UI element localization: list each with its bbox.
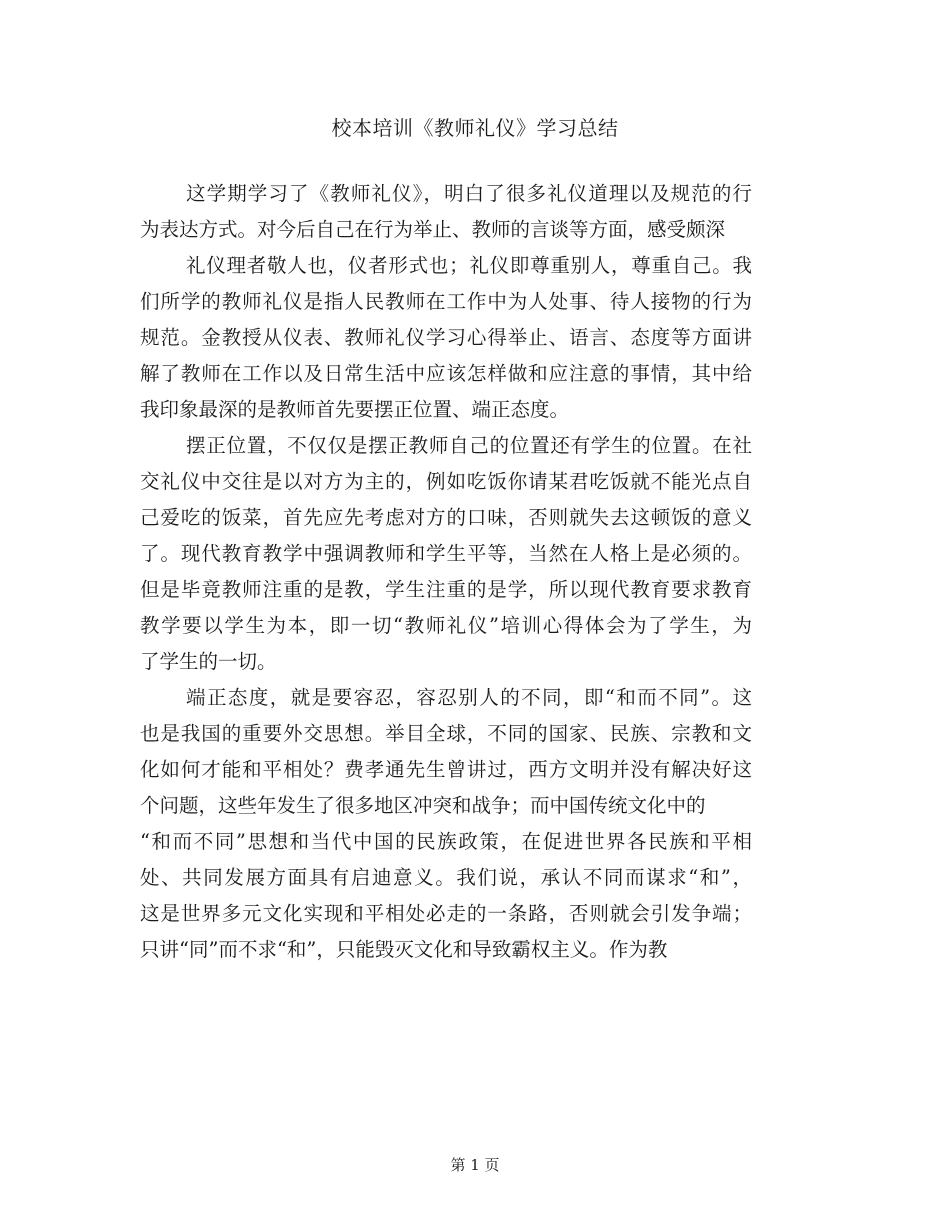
body-line: 摆正位置，不仅仅是摆正教师自己的位置还有学生的位置。在社 [186,434,752,457]
body-line: 端正态度，就是要容忍，容忍别人的不同，即“和而不同”。这 [186,686,752,709]
body-line: 己爱吃的饭菜，首先应先考虑对方的口味，否则就失去这顿饭的意义 [140,506,752,529]
body-line: “和而不同”思想和当代中国的民族政策，在促进世界各民族和平相 [140,830,752,853]
body-line: 为表达方式。对今后自己在行为举止、教师的言谈等方面，感受颇深 [140,218,726,241]
body-line: 了。现代教育教学中强调教师和学生平等，当然在人格上是必须的。 [140,542,752,565]
body-line: 这是世界多元文化实现和平相处必走的一条路，否则就会引发争端； [140,902,752,925]
body-line: 这学期学习了《教师礼仪》，明白了很多礼仪道理以及规范的行 [186,182,752,205]
body-line: 个问题，这些年发生了很多地区冲突和战争；而中国传统文化中的 [140,794,706,817]
body-line: 们所学的教师礼仪是指人民教师在工作中为人处事、待人接物的行为 [140,290,752,313]
body-line: 也是我国的重要外交思想。举目全球，不同的国家、民族、宗教和文 [140,722,752,745]
body-line: 规范。金教授从仪表、教师礼仪学习心得举止、语言、态度等方面讲 [140,326,752,349]
body-line: 我印象最深的是教师首先要摆正位置、端正态度。 [140,398,570,421]
body-line: 处、共同发展方面具有启迪意义。我们说，承认不同而谋求“和”， [140,866,752,889]
document-title: 校本培训《教师礼仪》学习总结 [331,116,619,140]
body-line: 交礼仪中交往是以对方为主的，例如吃饭你请某君吃饭就不能光点自 [140,470,752,493]
body-line: 解了教师在工作以及日常生活中应该怎样做和应注意的事情，其中给 [140,362,752,385]
body-line: 礼仪理者敬人也，仪者形式也；礼仪即尊重别人，尊重自己。我 [186,254,752,277]
body-line: 教学要以学生为本，即一切“教师礼仪”培训心得体会为了学生，为 [140,614,752,637]
body-line: 只讲“同”而不求“和”，只能毁灭文化和导致霸权主义。作为教 [140,938,668,961]
body-line: 了学生的一切。 [140,650,277,673]
page-number: 第 1 页 [450,1156,500,1174]
document-body [140,176,752,968]
body-line: 化如何才能和平相处？费孝通先生曾讲过，西方文明并没有解决好这 [140,758,752,781]
body-line: 但是毕竟教师注重的是教，学生注重的是学，所以现代教育要求教育 [140,578,752,601]
